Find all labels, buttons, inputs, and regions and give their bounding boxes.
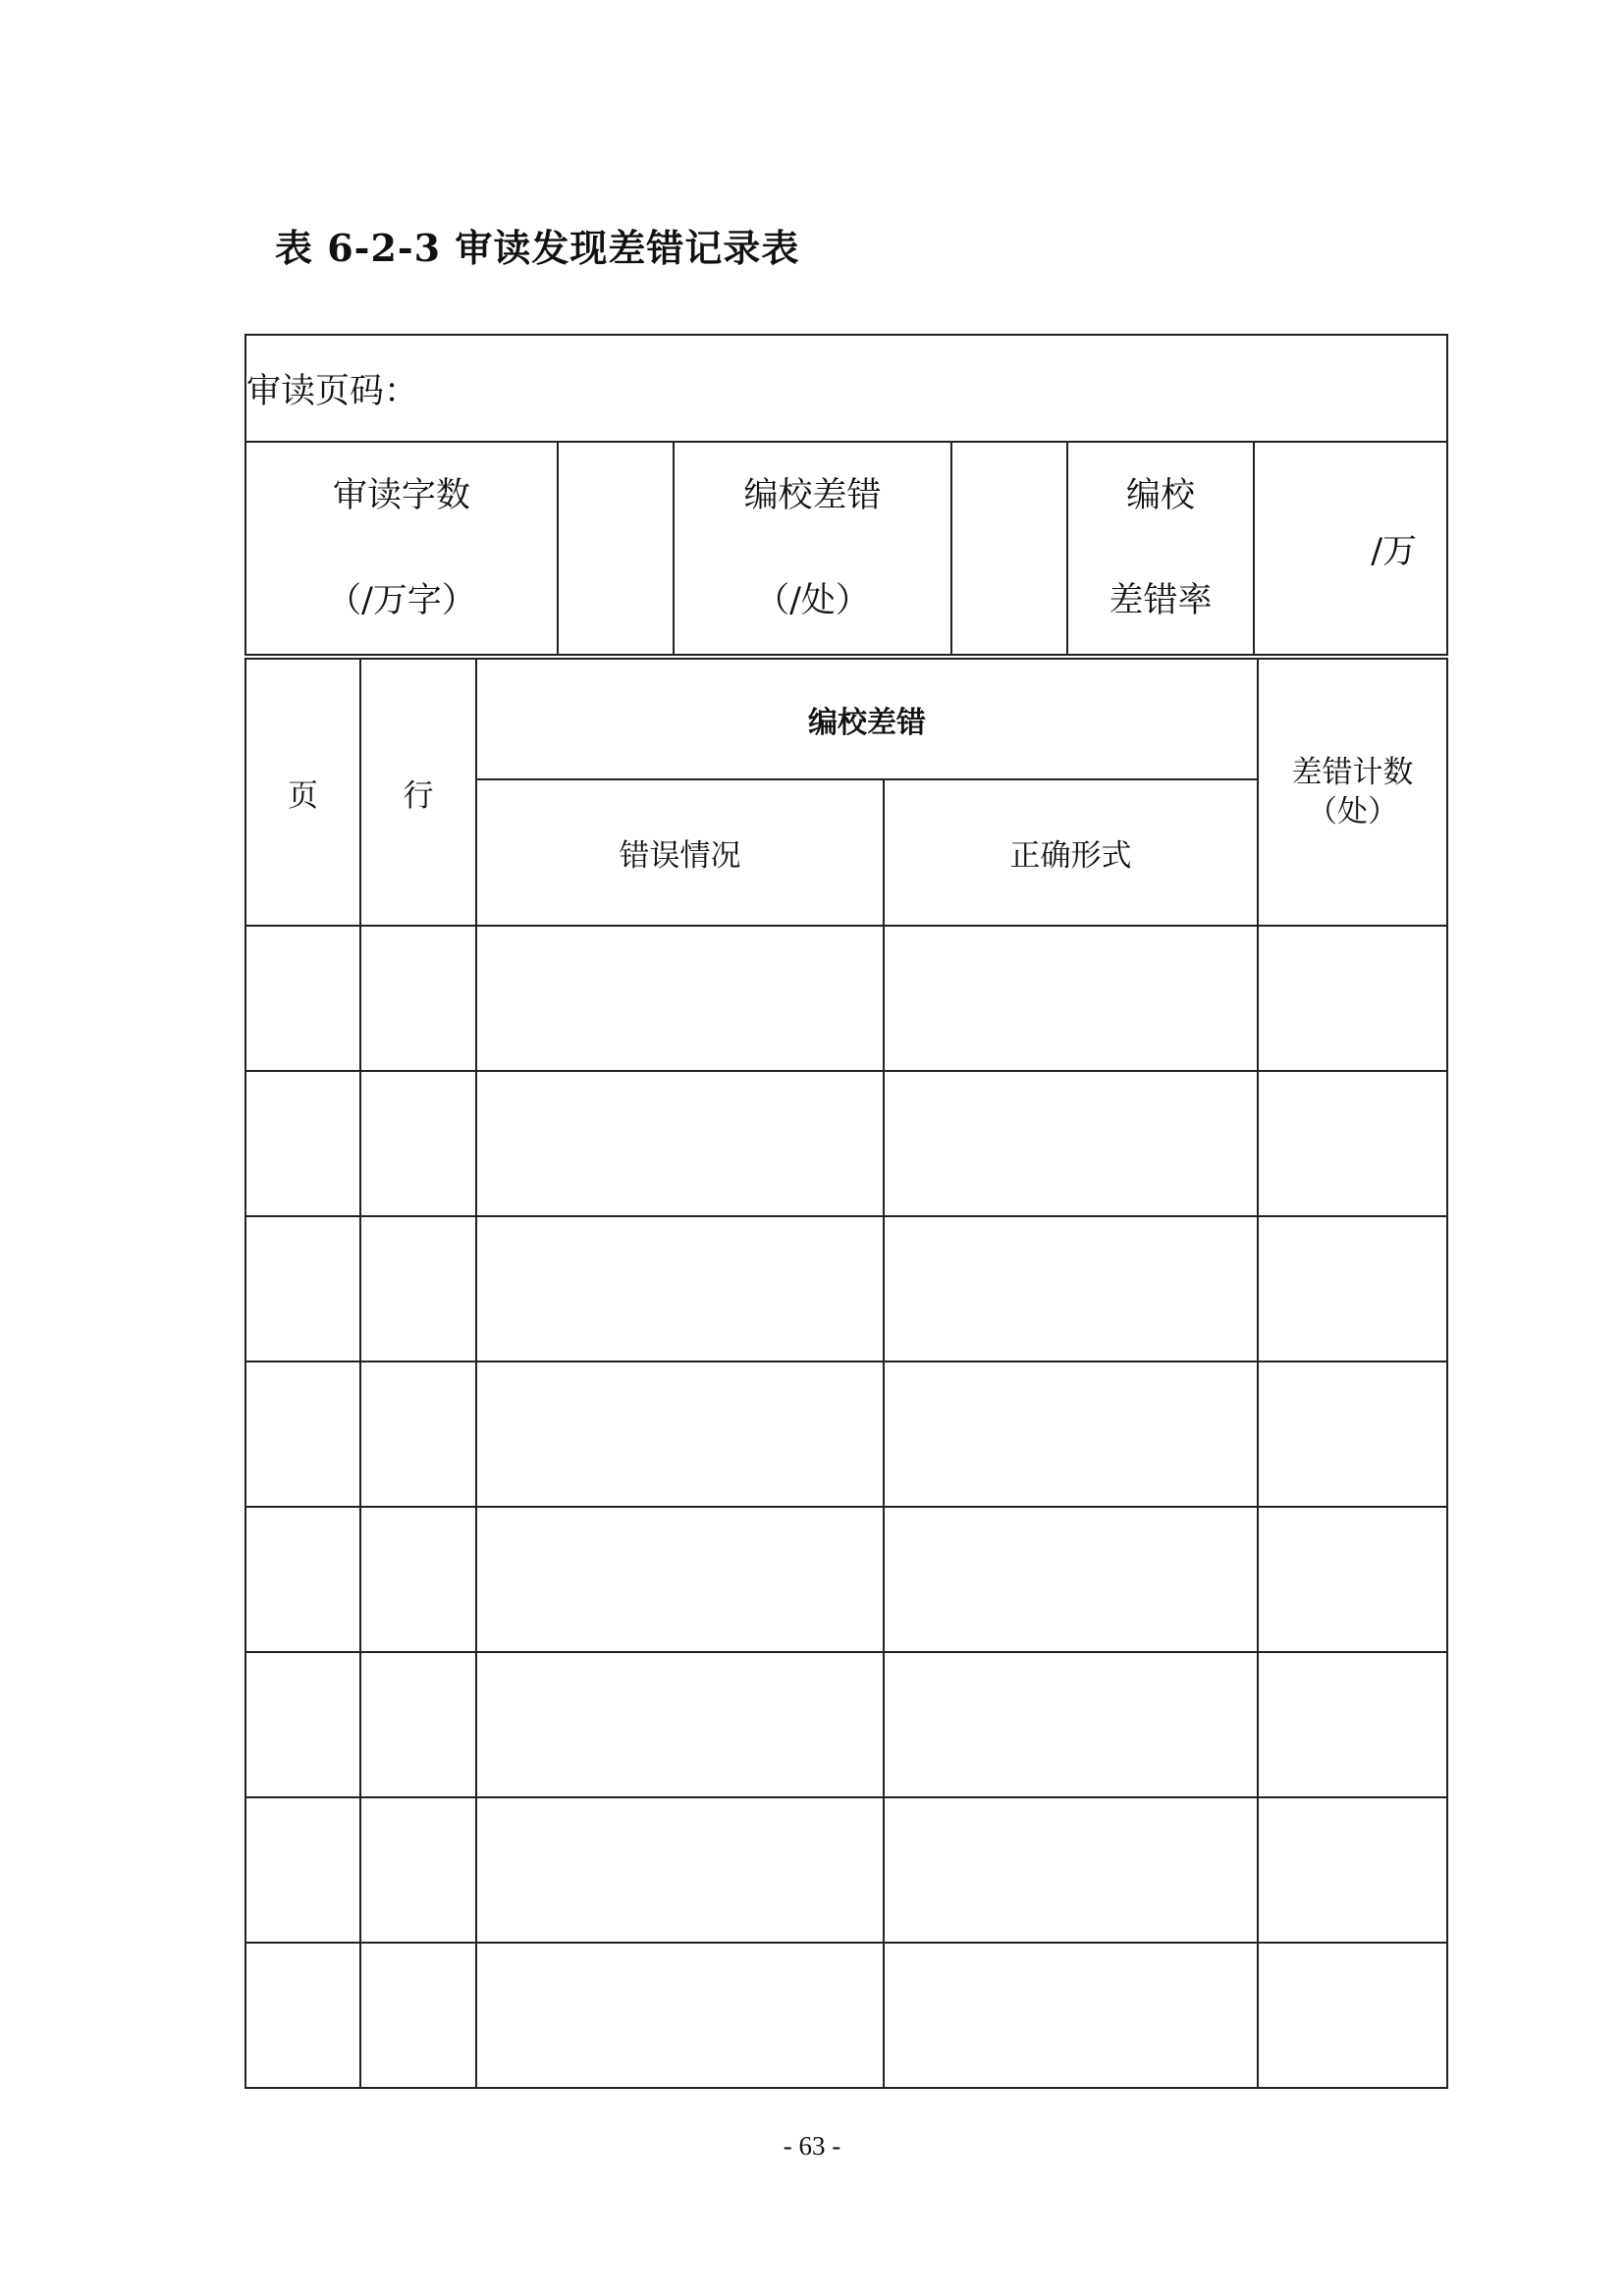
error-count-value-cell[interactable] (951, 442, 1067, 655)
cell-correct-form[interactable] (884, 1652, 1258, 1797)
cell-error-count[interactable] (1258, 1943, 1447, 2088)
error-rate-label-line1: 编校 (1125, 475, 1195, 515)
cell-line[interactable] (360, 1652, 476, 1797)
review-page-code-label: 审读页码： (246, 371, 419, 411)
error-count-label: 编校差错 (743, 475, 882, 515)
error-record-table (244, 658, 1448, 2089)
word-count-label-cell (245, 442, 558, 655)
cell-error-case[interactable] (476, 1797, 884, 1943)
summary-table (244, 334, 1448, 656)
page-title: 表 6-2-3 审读发现差错记录表 (275, 226, 800, 270)
cell-correct-form[interactable] (884, 1071, 1258, 1216)
error-rate-label-cell (1067, 442, 1254, 655)
cell-error-case[interactable] (476, 1362, 884, 1507)
cell-correct-form[interactable] (884, 1797, 1258, 1943)
table-row (245, 1652, 1447, 1797)
cell-page[interactable] (245, 1216, 360, 1362)
table-row (245, 1797, 1447, 1943)
col-header-error-case: 错误情况 (476, 779, 884, 926)
cell-error-count[interactable] (1258, 1362, 1447, 1507)
col-header-page: 页 (245, 659, 360, 926)
table-row (245, 926, 1447, 1071)
cell-page[interactable] (245, 1362, 360, 1507)
table-row (245, 1071, 1447, 1216)
cell-correct-form[interactable] (884, 1216, 1258, 1362)
col-header-line: 行 (360, 659, 476, 926)
table-row (245, 1943, 1447, 2088)
cell-page[interactable] (245, 1071, 360, 1216)
cell-error-count[interactable] (1258, 1216, 1447, 1362)
cell-line[interactable] (360, 1507, 476, 1652)
cell-error-case[interactable] (476, 1652, 884, 1797)
cell-error-case[interactable] (476, 1071, 884, 1216)
cell-line[interactable] (360, 1797, 476, 1943)
error-count-label-cell (674, 442, 951, 655)
cell-line[interactable] (360, 1943, 476, 2088)
cell-page[interactable] (245, 1943, 360, 2088)
review-page-code-cell[interactable] (245, 335, 1447, 442)
cell-line[interactable] (360, 926, 476, 1071)
cell-error-count[interactable] (1258, 1071, 1447, 1216)
cell-page[interactable] (245, 1507, 360, 1652)
cell-correct-form[interactable] (884, 1507, 1258, 1652)
cell-correct-form[interactable] (884, 1943, 1258, 2088)
error-count-head-line2: （处） (1307, 794, 1398, 829)
cell-page[interactable] (245, 926, 360, 1071)
table-row (245, 1507, 1447, 1652)
word-count-value-cell[interactable] (558, 442, 674, 655)
cell-line[interactable] (360, 1071, 476, 1216)
col-header-error-count (1258, 659, 1447, 926)
cell-correct-form[interactable] (884, 1362, 1258, 1507)
error-count-head-line1: 差错计数 (1291, 754, 1414, 790)
page-number: - 63 - (783, 2131, 841, 2161)
cell-error-case[interactable] (476, 1943, 884, 2088)
error-rate-unit: /万 (1371, 531, 1418, 571)
cell-line[interactable] (360, 1362, 476, 1507)
table-row (245, 1362, 1447, 1507)
cell-error-count[interactable] (1258, 1652, 1447, 1797)
cell-error-case[interactable] (476, 1507, 884, 1652)
cell-error-count[interactable] (1258, 1507, 1447, 1652)
cell-correct-form[interactable] (884, 926, 1258, 1071)
group-header-editing-errors: 编校差错 (476, 659, 1258, 779)
col-header-correct-form: 正确形式 (884, 779, 1258, 926)
word-count-unit: （/万字） (327, 580, 476, 620)
cell-line[interactable] (360, 1216, 476, 1362)
cell-error-count[interactable] (1258, 1797, 1447, 1943)
cell-error-case[interactable] (476, 1216, 884, 1362)
cell-page[interactable] (245, 1652, 360, 1797)
error-rate-label-line2: 差错率 (1109, 580, 1213, 620)
table-row (245, 1216, 1447, 1362)
word-count-label: 审读字数 (332, 475, 470, 515)
error-count-unit: （/处） (755, 580, 870, 620)
cell-error-case[interactable] (476, 926, 884, 1071)
cell-page[interactable] (245, 1797, 360, 1943)
error-rate-value-cell[interactable] (1254, 442, 1447, 655)
cell-error-count[interactable] (1258, 926, 1447, 1071)
